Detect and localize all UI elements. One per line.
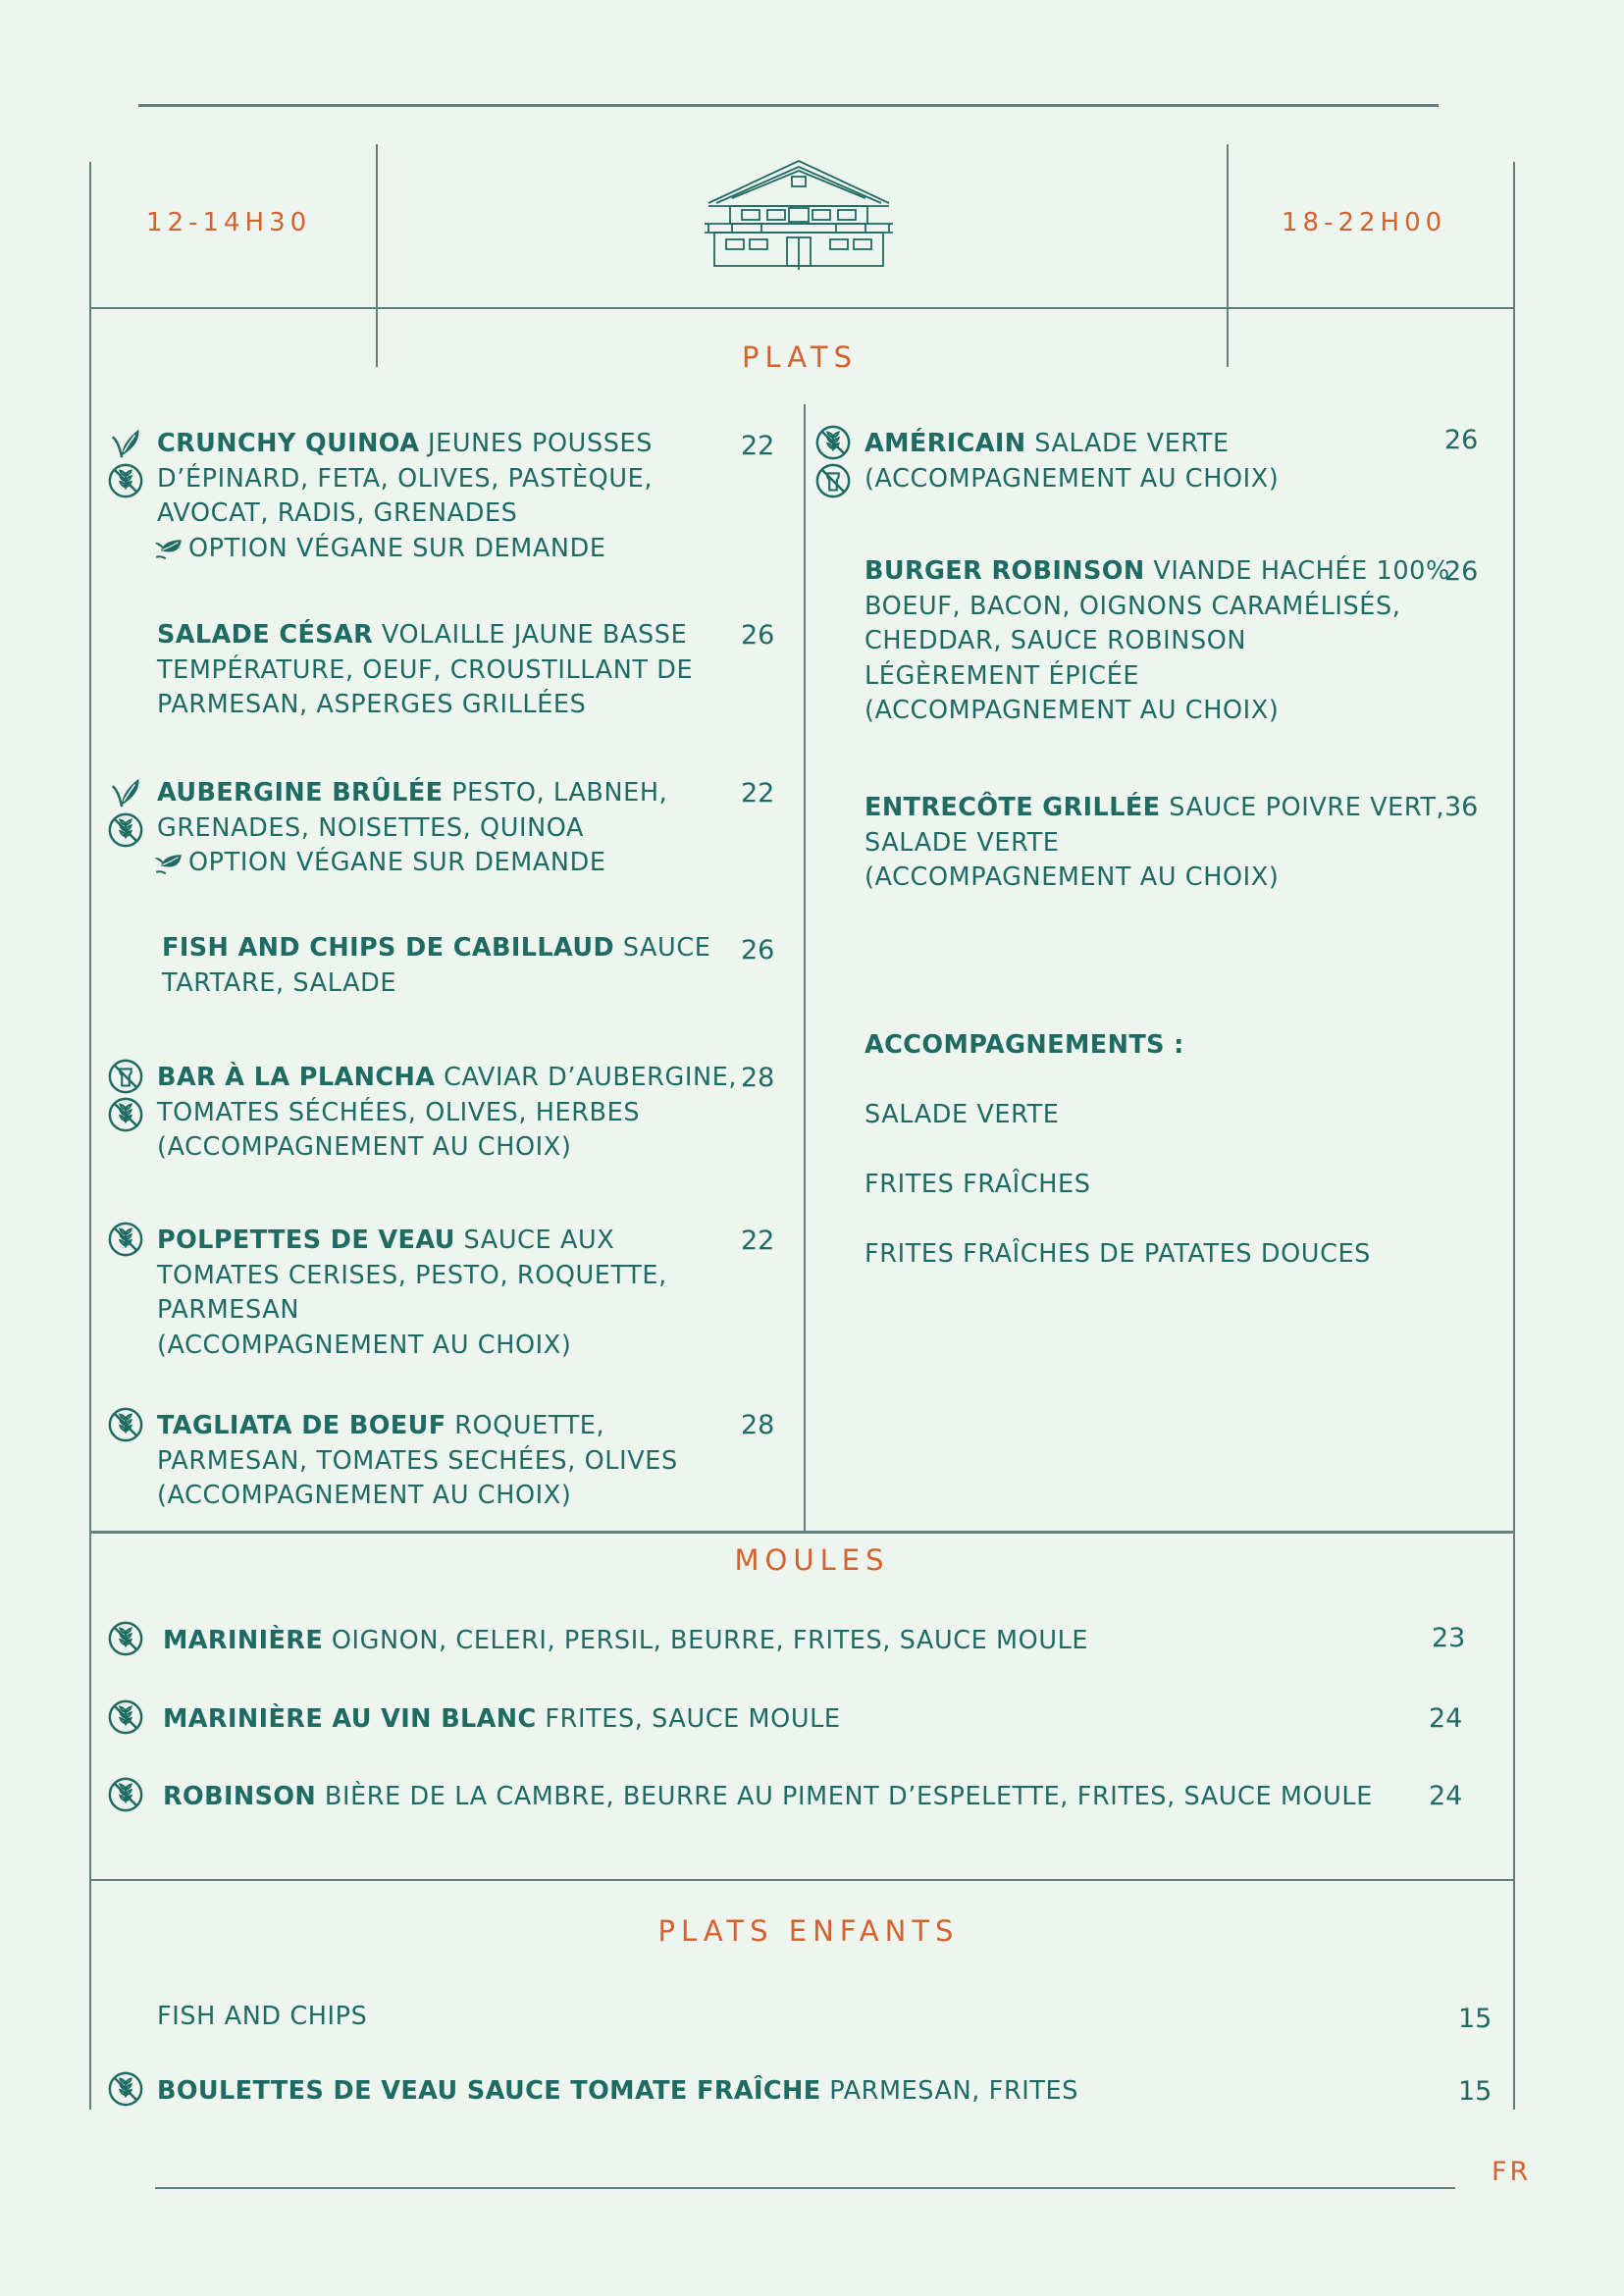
item-text bbox=[157, 776, 667, 881]
accompagnement-item: FRITES FRAÎCHES bbox=[864, 1170, 1091, 1199]
item-text bbox=[157, 2000, 367, 2035]
item-description-line: SALADE VERTE bbox=[864, 827, 1060, 858]
item-description: FRITES, SAUCE MOULE bbox=[536, 1704, 841, 1734]
dietary-icons bbox=[814, 424, 854, 500]
gluten-free-icon bbox=[814, 424, 852, 461]
moules-top-rule bbox=[89, 1531, 1515, 1534]
item-description-line: (ACCOMPAGNEMENT AU CHOIX) bbox=[864, 463, 1280, 494]
item-price: 24 bbox=[1429, 1703, 1463, 1734]
gluten-free-icon bbox=[107, 1221, 144, 1258]
item-description-line: CHEDDAR, SAUCE ROBINSON bbox=[864, 626, 1247, 655]
item-description: BIÈRE DE LA CAMBRE, BEURRE AU PIMENT D’ESPELETTE, FRITES, SAUCE MOULE bbox=[316, 1782, 1373, 1811]
lactose-free-icon bbox=[814, 462, 852, 499]
item-price: 22 bbox=[741, 431, 775, 461]
column-divider bbox=[804, 404, 806, 1531]
accompagnement-item: SALADE VERTE bbox=[864, 1100, 1060, 1129]
dinner-hours: 18-22H00 bbox=[1282, 208, 1447, 237]
item-name: ENTRECÔTE GRILLÉE bbox=[864, 793, 1161, 822]
item-text bbox=[157, 2074, 1078, 2110]
item-description-line: (ACCOMPAGNEMENT AU CHOIX) bbox=[864, 862, 1280, 892]
dietary-icons bbox=[107, 1221, 146, 1259]
lactose-free-icon bbox=[107, 1058, 144, 1095]
dietary-icons bbox=[107, 1058, 146, 1134]
item-description-line: TOMATES SÉCHÉES, OLIVES, HERBES bbox=[157, 1097, 641, 1127]
item-price: 23 bbox=[1432, 1623, 1466, 1653]
item-text bbox=[864, 427, 1279, 496]
item-description-line: GRENADES, NOISETTES, QUINOA bbox=[157, 812, 585, 843]
leaf-icon bbox=[153, 850, 184, 877]
item-text bbox=[163, 1780, 1373, 1815]
vegetarian-icon bbox=[107, 424, 144, 461]
dietary-icons bbox=[107, 1406, 146, 1444]
chalet-house-logo bbox=[703, 157, 895, 270]
item-description-line: TEMPÉRATURE, OEUF, CROUSTILLANT DE bbox=[157, 654, 694, 685]
item-name: BURGER ROBINSON bbox=[864, 556, 1145, 586]
item-description: VOLAILLE JAUNE BASSE bbox=[373, 620, 688, 650]
item-name: AUBERGINE BRÛLÉE bbox=[157, 778, 444, 808]
item-description: CAVIAR D’AUBERGINE, bbox=[435, 1063, 738, 1092]
gluten-free-icon bbox=[107, 462, 144, 499]
dietary-icons bbox=[107, 773, 146, 850]
item-price: 15 bbox=[1458, 2076, 1493, 2107]
item-description-line: LÉGÈREMENT ÉPICÉE bbox=[864, 660, 1140, 691]
dietary-icons bbox=[107, 2070, 146, 2109]
item-name: BAR À LA PLANCHA bbox=[157, 1063, 436, 1092]
item-name: ROBINSON bbox=[163, 1782, 317, 1811]
gluten-free-icon bbox=[107, 1620, 144, 1657]
section-title-plats: PLATS bbox=[741, 340, 859, 374]
dietary-icons bbox=[107, 1698, 146, 1737]
item-text bbox=[163, 1624, 1088, 1659]
item-text bbox=[157, 1224, 667, 1363]
gluten-free-icon bbox=[107, 1698, 144, 1736]
item-price: 26 bbox=[741, 935, 775, 965]
item-description-line: BOEUF, BACON, OIGNONS CARAMÉLISÉS, bbox=[864, 591, 1401, 621]
item-description-line: (ACCOMPAGNEMENT AU CHOIX) bbox=[157, 1481, 572, 1510]
item-description: PESTO, LABNEH, bbox=[443, 778, 668, 808]
item-name: MARINIÈRE AU VIN BLANC bbox=[163, 1704, 537, 1734]
item-description-line: D’ÉPINARD, FETA, OLIVES, PASTÈQUE, bbox=[157, 463, 654, 494]
gluten-free-icon bbox=[107, 1406, 144, 1443]
item-description-line: (ACCOMPAGNEMENT AU CHOIX) bbox=[864, 696, 1280, 725]
item-description-line: (ACCOMPAGNEMENT AU CHOIX) bbox=[157, 1132, 572, 1162]
frame-right bbox=[1513, 162, 1515, 2110]
vegetarian-icon bbox=[107, 773, 144, 810]
top-rule bbox=[138, 104, 1439, 107]
item-price: 26 bbox=[741, 620, 775, 651]
item-price: 36 bbox=[1444, 792, 1479, 822]
item-text bbox=[864, 554, 1450, 729]
item-price: 15 bbox=[1458, 2004, 1493, 2034]
item-description-line: TOMATES CERISES, PESTO, ROQUETTE, bbox=[157, 1260, 667, 1290]
item-description: JEUNES POUSSES bbox=[419, 429, 654, 458]
item-price: 28 bbox=[741, 1410, 775, 1440]
item-name: AMÉRICAIN bbox=[864, 429, 1026, 458]
item-description: FISH AND CHIPS bbox=[157, 2002, 368, 2031]
item-text bbox=[162, 931, 710, 1001]
item-price: 26 bbox=[1444, 556, 1479, 587]
accompagnements-title: ACCOMPAGNEMENTS : bbox=[864, 1030, 1184, 1060]
item-description-line: PARMESAN, TOMATES SECHÉES, OLIVES bbox=[157, 1445, 678, 1476]
item-description: PARMESAN, FRITES bbox=[820, 2076, 1079, 2106]
item-text bbox=[157, 1061, 737, 1166]
item-name: SALADE CÉSAR bbox=[157, 620, 374, 650]
item-price: 22 bbox=[741, 778, 775, 809]
item-name: POLPETTES DE VEAU bbox=[157, 1226, 455, 1255]
language-label: FR bbox=[1492, 2157, 1532, 2187]
item-text bbox=[157, 427, 653, 566]
gluten-free-icon bbox=[107, 2070, 144, 2108]
item-price: 28 bbox=[741, 1063, 775, 1093]
gluten-free-icon bbox=[107, 1776, 144, 1813]
item-price: 24 bbox=[1429, 1781, 1463, 1811]
item-name: CRUNCHY QUINOA bbox=[157, 429, 420, 458]
enfants-top-rule bbox=[89, 1879, 1515, 1881]
item-name: TAGLIATA DE BOEUF bbox=[157, 1411, 446, 1440]
item-text bbox=[163, 1702, 841, 1738]
bottom-rule bbox=[155, 2187, 1455, 2189]
dietary-icons bbox=[107, 1620, 146, 1658]
item-price: 26 bbox=[1444, 425, 1479, 455]
frame-left bbox=[89, 162, 91, 2110]
item-text bbox=[157, 618, 693, 723]
item-description-line: PARMESAN, ASPERGES GRILLÉES bbox=[157, 690, 587, 719]
item-name: BOULETTES DE VEAU SAUCE TOMATE FRAÎCHE bbox=[157, 2076, 821, 2106]
lunch-hours: 12-14H30 bbox=[146, 208, 312, 237]
section-title-enfants: PLATS ENFANTS bbox=[657, 1914, 960, 1948]
vegan-option: OPTION VÉGANE SUR DEMANDE bbox=[157, 846, 667, 881]
gluten-free-icon bbox=[107, 811, 144, 849]
item-name: MARINIÈRE bbox=[163, 1626, 324, 1655]
item-description: SAUCE POIVRE VERT, bbox=[1160, 793, 1445, 822]
dietary-icons bbox=[107, 424, 146, 500]
item-description-line: (ACCOMPAGNEMENT AU CHOIX) bbox=[157, 1330, 572, 1360]
item-description: SALADE VERTE bbox=[1025, 429, 1230, 458]
item-description: SAUCE bbox=[614, 933, 711, 963]
item-description: VIANDE HACHÉE 100% bbox=[1144, 556, 1450, 586]
header-divider-right bbox=[1227, 144, 1229, 367]
item-description: ROQUETTE, bbox=[445, 1411, 605, 1440]
item-name: FISH AND CHIPS DE CABILLAUD bbox=[162, 933, 615, 963]
item-description-line: AVOCAT, RADIS, GRENADES bbox=[157, 498, 518, 528]
header-divider-left bbox=[376, 144, 378, 367]
dietary-icons bbox=[107, 1776, 146, 1814]
item-description: SAUCE AUX bbox=[454, 1226, 615, 1255]
header-bottom-rule bbox=[89, 307, 1515, 309]
leaf-icon bbox=[153, 535, 184, 562]
item-text bbox=[157, 1409, 678, 1514]
section-title-moules: MOULES bbox=[734, 1543, 890, 1577]
item-description-line: TARTARE, SALADE bbox=[162, 967, 397, 998]
vegan-option: OPTION VÉGANE SUR DEMANDE bbox=[157, 532, 653, 567]
accompagnement-item: FRITES FRAÎCHES DE PATATES DOUCES bbox=[864, 1239, 1371, 1269]
item-description-line: PARMESAN bbox=[157, 1295, 300, 1325]
item-text bbox=[864, 791, 1444, 896]
item-description: OIGNON, CELERI, PERSIL, BEURRE, FRITES, SAUCE MOULE bbox=[323, 1626, 1089, 1655]
gluten-free-icon bbox=[107, 1096, 144, 1133]
item-price: 22 bbox=[741, 1226, 775, 1256]
